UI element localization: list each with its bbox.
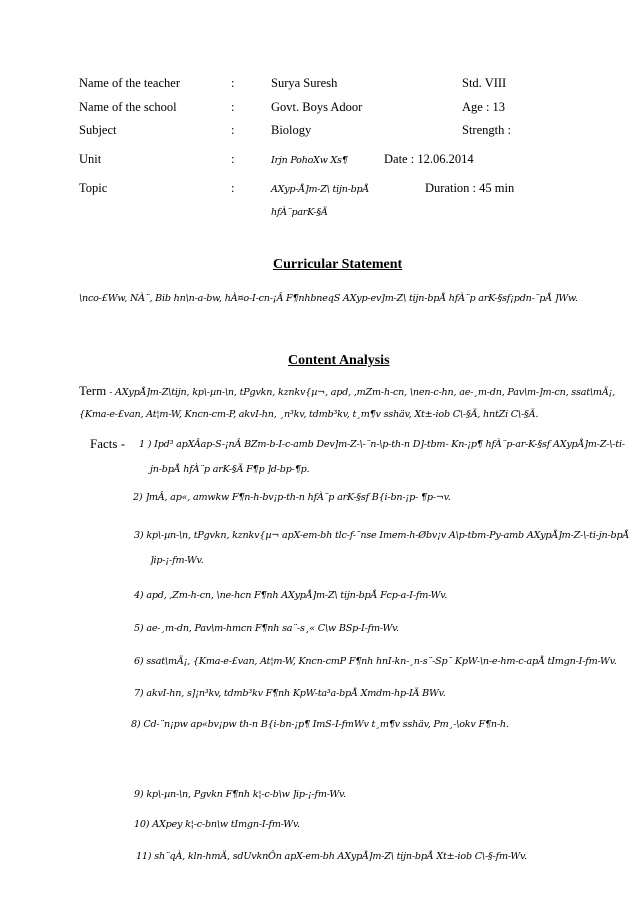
fact-item: [134, 789, 346, 800]
fact-number: 10): [134, 819, 150, 830]
strength-value: Strength :: [462, 123, 511, 137]
fact-text: AXpey k¦-c-bn\w tImgn-I-fm-Wv.: [152, 819, 300, 830]
fact-text: ae-¸m-dn, Pav\m-hmcn F¶nh sa¨-s¸« C\w BSp-I-fm-Wv.: [146, 623, 400, 634]
subject-colon: :: [231, 123, 235, 137]
fact-text: Ipd³ apXÂap-S-¡nÂ BZm-b-I-c-amb Dev]m-Z-\-¨n-\p-th-n D]-tbm- Kn-¡p¶ hfÀ¨p-ar-K-§sf AXypÅ]m-Z-\-ti-: [154, 439, 625, 450]
fact-text-cont: jn-bpÅ hfÀ¨p arK-§Ä F¶p ]d-bp-¶p.: [150, 464, 310, 475]
unit-value: Irjn PohoXw Xs¶: [271, 155, 348, 166]
school-label: Name of the school: [79, 100, 177, 114]
school-colon: :: [231, 100, 235, 114]
topic-label: Topic: [79, 181, 108, 195]
fact-text: ]mÂ, ap«, amwkw F¶n-h-bv¡p-th-n hfÀ¨p arK-§sf B{i-bn-¡p- ¶p-¬v.: [145, 492, 451, 503]
facts-label: Facts -: [90, 436, 126, 451]
fact-item: [134, 590, 447, 601]
fact-item: [134, 819, 300, 830]
curricular-text: \nco-£Ww, NÀ¨, Bib hn\n-a-bw, hÀ¤o-I-cn-¡Â F¶nhbneqS AXyp-ev]m-Z\ tijn-bpÅ hfÀ¨p arK-§sf¡pdn-¨pÅ ]Ww.: [79, 293, 578, 304]
fact-number: 5): [134, 623, 144, 634]
fact-number: 1 ): [139, 439, 152, 450]
fact-number: 2): [133, 492, 143, 503]
fact-item: [134, 688, 446, 699]
content-title: Content Analysis: [288, 353, 390, 368]
teacher-label: Name of the teacher: [79, 76, 180, 90]
topic-colon: :: [231, 181, 235, 195]
topic-value-line2: hfÀ¨parK-§Ä: [271, 207, 328, 218]
age-value: Age : 13: [462, 100, 506, 114]
fact-item: [131, 719, 509, 730]
subject-value: Biology: [271, 123, 312, 137]
school-value: Govt. Boys Adoor: [271, 100, 363, 114]
fact-text: akvI-hn, s]¡n³kv, tdmb³kv F¶nh KpW-ta³a-bpÅ Xmdm-hp-IÄ BWv.: [146, 688, 446, 699]
fact-text: ssat\mÄ¡, {Kma-e-£van, At¦m-W, Kncn-cmP F¶nh hnI-kn-¸n-s¨-Sp¯ KpW-\n-e-hm-c-apÅ tImgn-I-fm-Wv.: [146, 656, 617, 667]
std-value: Std. VIII: [462, 76, 507, 90]
fact-number: 9): [134, 789, 144, 800]
fact-item: [139, 439, 625, 450]
term-text-1: - AXypÅ]m-Z\tijn, kp\-µn-\n, tPgvkn, kznkv{µ¬, apd, ,mZm-h-cn, \nen-c-hn, ae-¸m-dn, Pav\m-]m-cn, ssat\mÄ¡,: [106, 387, 616, 398]
fact-text: kp\-µn-\n, tPgvkn, kznkv{µ¬ apX-em-bh tlc-f-¯nse Imem-h-Øbv¡v A\p-tbm-Py-amb AXypÅ]m-Z-\-ti-jn-bpÅ: [146, 530, 630, 541]
fact-text: kp\-µn-\n, Pgvkn F¶nh k¦-c-b\w ]ip-¡-fm-Wv.: [146, 789, 346, 800]
duration-value: Duration : 45 min: [425, 181, 515, 195]
fact-number: 3): [134, 530, 144, 541]
term-text-2: {Kma-e-£van, At¦m-W, Kncn-cm-P, akvI-hn, ¸n³kv, tdmb³kv, t¸m¶v sshäv, Xt±-iob C\-§Ä, hntZi C\-§Ä.: [79, 409, 539, 420]
fact-number: 6): [134, 656, 144, 667]
fact-text-cont: ]ip-¡-fm-Wv.: [150, 555, 204, 566]
fact-item: [134, 656, 617, 667]
term-label: Term: [79, 383, 107, 398]
teacher-colon: :: [231, 76, 235, 90]
curricular-title: Curricular Statement: [273, 257, 403, 272]
date-value: Date : 12.06.2014: [384, 152, 474, 166]
fact-number: 8): [131, 719, 141, 730]
fact-text: sh¨qÀ, kln-hmÄ, sdUvknÔn apX-em-bh AXypÅ]m-Z\ tijn-bpÅ Xt±-iob C\-§-fm-Wv.: [154, 851, 527, 862]
fact-text: Cd-¨n¡pw ap«bv¡pw th-n B{i-bn-¡p¶ ImS-I-fmWv t¸m¶v sshäv, Pm¸-\okv F¶n-h.: [143, 719, 509, 730]
fact-text: apd, ,Zm-h-cn, \ne-hcn F¶nh AXypÅ]m-Z\ tijn-bpÅ Fcp-a-I-fm-Wv.: [146, 590, 448, 601]
fact-number: 4): [134, 590, 144, 601]
fact-item: [134, 623, 399, 634]
unit-colon: :: [231, 152, 235, 166]
fact-number: 7): [134, 688, 144, 699]
term-line: [79, 382, 615, 400]
fact-item: [136, 851, 527, 862]
fact-item: [134, 530, 629, 541]
unit-label: Unit: [79, 152, 102, 166]
subject-label: Subject: [79, 123, 117, 137]
fact-item: [133, 492, 451, 503]
fact-number: 11): [136, 851, 152, 862]
teacher-value: Surya Suresh: [271, 76, 338, 90]
topic-value-line1: AXyp-Å]m-Z\ tijn-bpÅ: [271, 184, 370, 195]
